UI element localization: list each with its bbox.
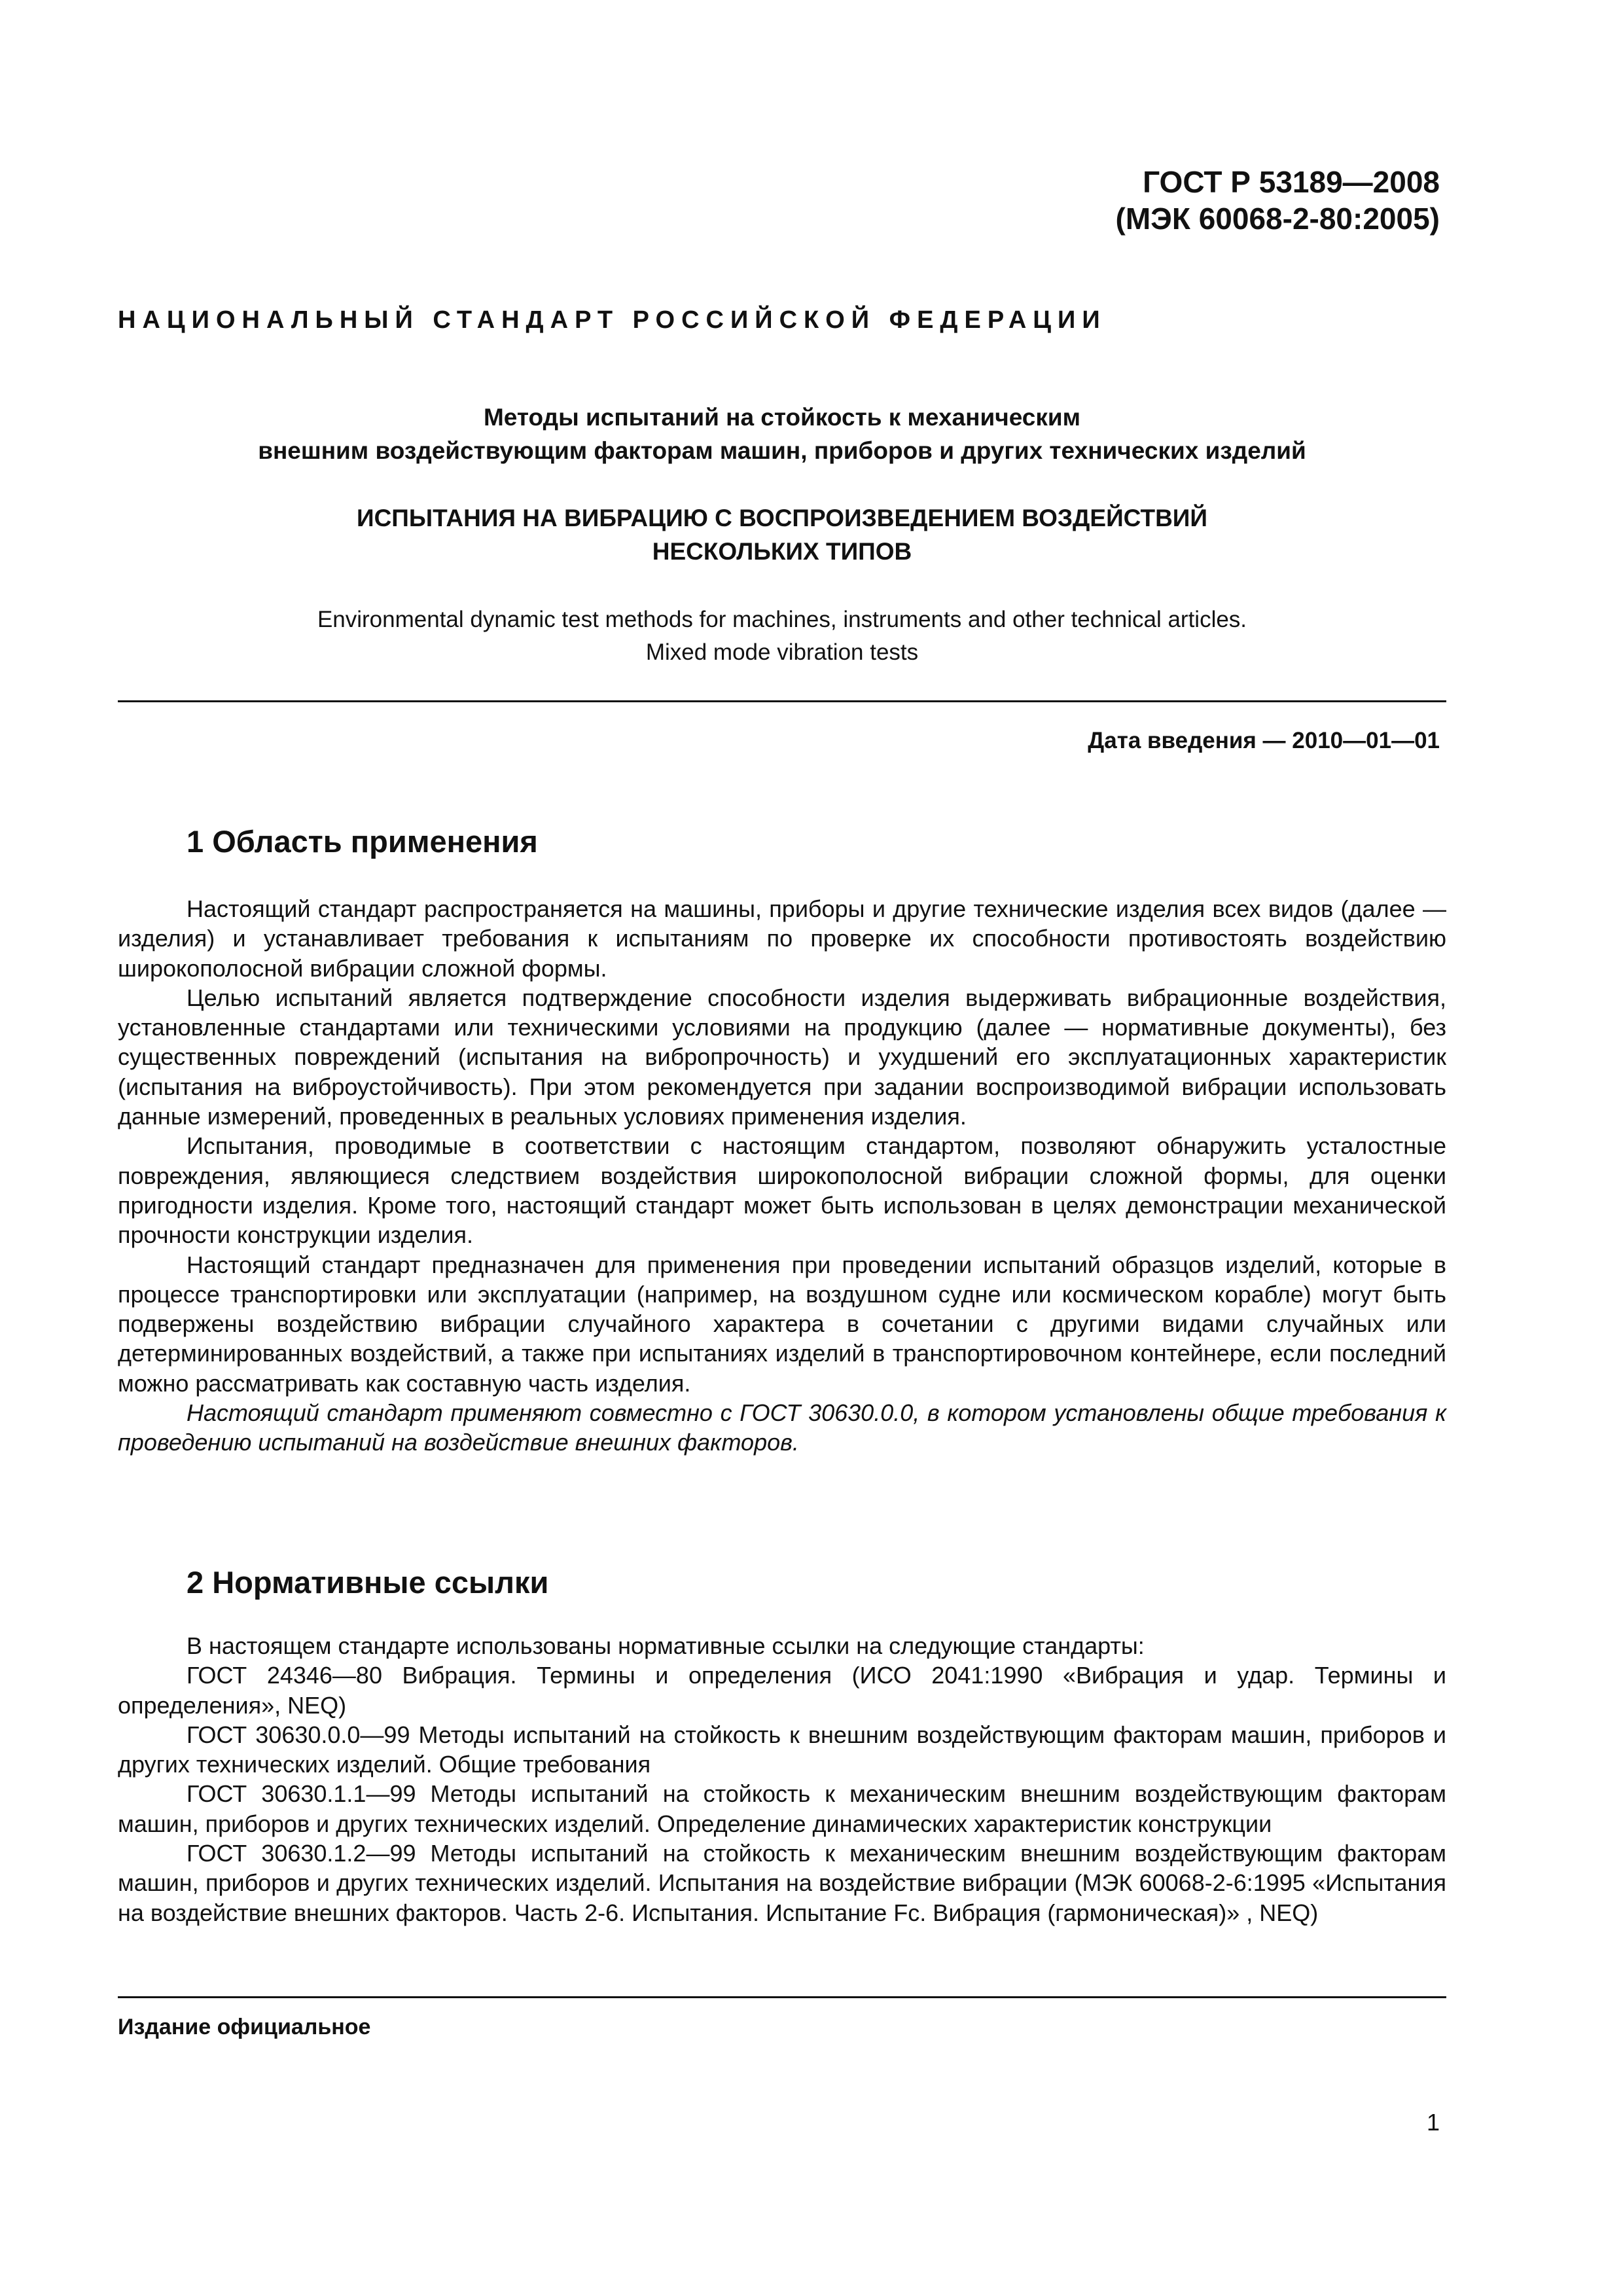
general-title-line-2: внешним воздействующим факторам машин, приборов и других технических изделий [258,437,1306,464]
section-1-heading: 1 Область применения [187,824,538,859]
specific-title-line-2: НЕСКОЛЬКИХ ТИПОВ [652,538,912,565]
title-divider [118,700,1446,702]
section-1-paragraph: Настоящий стандарт применяют совместно с ГОСТ 30630.0.0, в котором установлены общие требования к проведению испытаний на воздействие внешних факторов. [118,1399,1446,1456]
english-title-line-1: Environmental dynamic test methods for machines, instruments and other technical articles. [317,607,1247,632]
footer-divider [118,1996,1446,1998]
iec-number: (МЭК 60068-2-80:2005) [1115,202,1440,236]
english-title [118,603,1446,669]
english-title-line-2: Mixed mode vibration tests [645,639,919,665]
section-1-paragraph: Настоящий стандарт предназначен для применения при проведении испытаний образцов изделий, которые в процессе транспортировки или эксплуатации (например, на воздушном судне или космическом корабле) могут быть подвержены воздействию вибрации случайного характера в сочетании с другими видами случайных или детерминированных воздействий, а также при испытаниях изделий в транспортировочном контейнере, если последний можно рассматривать как составную часть изделия. [118,1251,1446,1397]
normative-reference: ГОСТ 24346—80 Вибрация. Термины и определения (ИСО 2041:1990 «Вибрация и удар. Термины и определения», NEQ) [118,1662,1446,1719]
general-title [118,401,1446,467]
standard-number: ГОСТ Р 53189—2008 [1143,165,1440,199]
section-1-body [118,894,1446,1458]
official-edition-label: Издание официальное [118,2015,371,2039]
general-title-line-1: Методы испытаний на стойкость к механическим [483,404,1081,431]
section-1-paragraph: Целью испытаний является подтверждение способности изделия выдерживать вибрационные воздействия, установленные стандартами или техническими условиями на продукцию (далее — нормативные документы), без существенных повреждений (испытания на вибропрочность) и ухудшений его эксплуатационных характеристик (испытания на виброустойчивость). При этом рекомендуется при задании воспроизводимой вибрации использовать данные измерений, проведенных в реальных условиях применения изделия. [118,984,1446,1130]
national-standard-banner: НАЦИОНАЛЬНЫЙ СТАНДАРТ РОССИЙСКОЙ ФЕДЕРАЦИИ [118,306,1107,334]
specific-title-line-1: ИСПЫТАНИЯ НА ВИБРАЦИЮ С ВОСПРОИЗВЕДЕНИЕМ ВОЗДЕЙСТВИЙ [356,505,1207,531]
normative-reference: ГОСТ 30630.1.2—99 Методы испытаний на стойкость к механическим внешним воздействующим факторам машин, приборов и других технических изделий. Испытания на воздействие вибрации (МЭК 60068-2-6:1995 «Испытания на воздействие внешних факторов. Часть 2-6. Испытания. Испытание Fc. Вибрация (гармоническая)» , NEQ) [118,1840,1446,1926]
introduction-date: Дата введения — 2010—01—01 [1088,728,1440,753]
normative-reference: В настоящем стандарте использованы нормативные ссылки на следующие стандарты: [187,1632,1145,1659]
normative-reference: ГОСТ 30630.1.1—99 Методы испытаний на стойкость к механическим внешним воздействующим факторам машин, приборов и других технических изделий. Определение динамических характеристик конструкции [118,1780,1446,1837]
page-number: 1 [1426,2109,1440,2136]
section-1-paragraph: Настоящий стандарт распространяется на машины, приборы и другие технические изделия всех видов (далее — изделия) и устанавливает требования к испытаниям по проверке их способности противостоять воздействию широкополосной вибрации сложной формы. [118,895,1446,982]
section-1-paragraph: Испытания, проводимые в соответствии с настоящим стандартом, позволяют обнаружить усталостные повреждения, являющиеся следствием воздействия широкополосной вибрации сложной формы, для оценки пригодности изделия. Кроме того, настоящий стандарт может быть использован в целях демонстрации механической прочности конструкции изделия. [118,1132,1446,1249]
specific-title [118,501,1446,568]
section-2-body [118,1631,1446,1928]
normative-reference: ГОСТ 30630.0.0—99 Методы испытаний на стойкость к внешним воздействующим факторам машин, приборов и других технических изделий. Общие требования [118,1721,1446,1778]
section-2-heading: 2 Нормативные ссылки [187,1565,549,1600]
